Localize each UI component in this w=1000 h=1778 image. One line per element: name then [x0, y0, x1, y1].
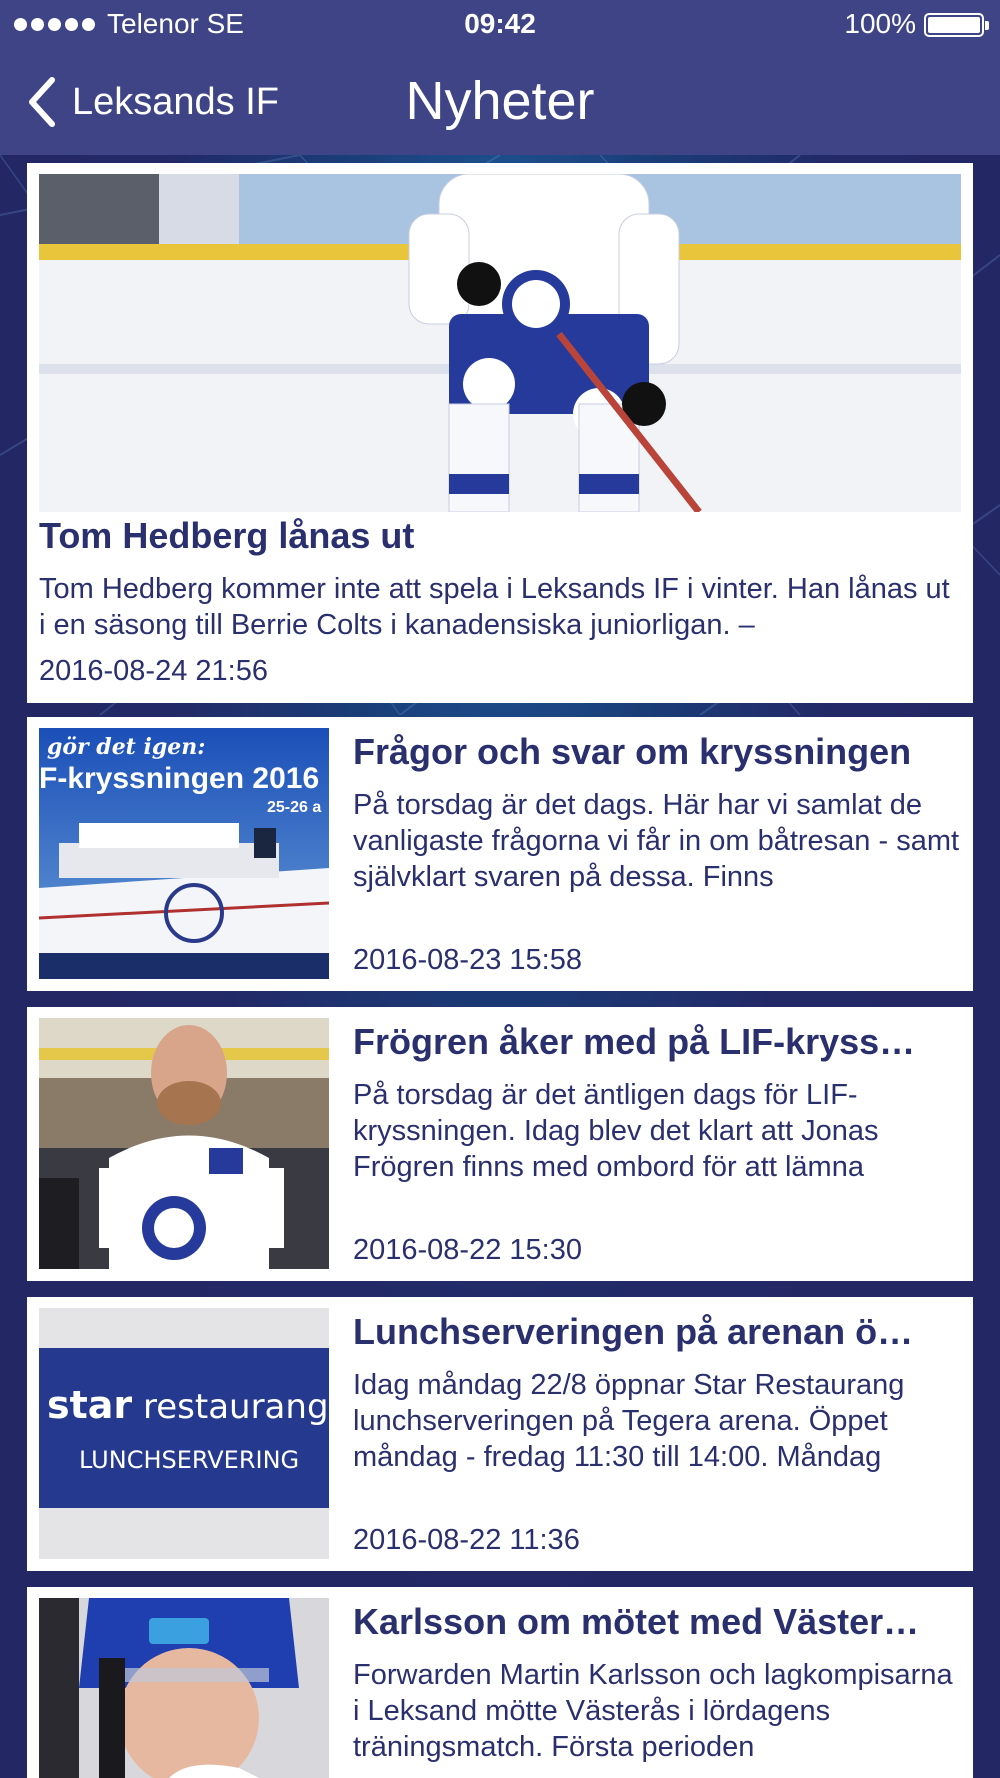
navigation-bar: [0, 50, 1000, 155]
sign-lunchservering-text: LUNCHSERVERING: [79, 1446, 300, 1474]
sign-restaurang-text: restaurang: [143, 1387, 329, 1427]
featured-news-card[interactable]: [27, 163, 973, 703]
featured-news-title: Tom Hedberg lånas ut: [39, 515, 415, 556]
news-item-title: Karlsson om mötet med Väster…: [353, 1601, 920, 1642]
status-bar: [0, 0, 1000, 50]
news-item-excerpt: Forwarden Martin Karlsson och lagkompisarna i Leksand mötte Västerås i lördagens träningsmatch. Första perioden: [353, 1659, 953, 1763]
news-item-date: 2016-08-23 15:58: [353, 944, 582, 976]
news-item-excerpt: På torsdag är det dags. Här har vi samlat de vanligaste frågorna vi får in om båtresan - samt självklart svaren på dessa. Finns: [353, 789, 960, 893]
news-item[interactable]: [27, 1007, 973, 1281]
news-item-date: 2016-08-22 15:30: [353, 1234, 582, 1266]
thumb-caption-line2: F-kryssningen 2016: [39, 762, 320, 795]
news-item-title: Frågor och svar om kryssningen: [353, 731, 912, 772]
news-item[interactable]: [27, 1297, 973, 1571]
news-item[interactable]: [27, 1587, 973, 1778]
cruise-ship-thumbnail: [39, 728, 329, 979]
news-item-title: Frögren åker med på LIF-kryss…: [353, 1021, 916, 1062]
hockey-player-image: [39, 174, 961, 512]
thumb-caption-line3: 25-26 a: [267, 799, 322, 816]
status-time: 09:42: [464, 8, 536, 39]
battery-icon: [924, 13, 984, 37]
player-helmet-thumbnail: [39, 1598, 329, 1778]
page-title: Nyheter: [405, 71, 595, 131]
news-item-date: 2016-08-22 11:36: [353, 1524, 580, 1556]
news-item-title: Lunchserveringen på arenan ö…: [353, 1311, 914, 1352]
featured-news-date: 2016-08-24 21:56: [39, 655, 268, 687]
back-button-label: Leksands IF: [72, 80, 279, 123]
player-portrait-thumbnail: [39, 1018, 329, 1269]
star-restaurang-sign-thumbnail: [39, 1308, 329, 1559]
sign-star-text: star: [47, 1383, 133, 1427]
news-item-excerpt: På torsdag är det äntligen dags för LIF-kryssningen. Idag blev det klart att Jonas Frögren finns med ombord för att lämna: [353, 1079, 879, 1183]
news-item[interactable]: [27, 717, 973, 991]
carrier-name: Telenor SE: [107, 8, 244, 39]
thumb-caption-line1: gör det igen:: [47, 734, 206, 760]
news-item-excerpt: Idag måndag 22/8 öppnar Star Restaurang lunchserveringen på Tegera arena. Öppet måndag - fredag 11:30 till 14:00. Måndag: [353, 1369, 905, 1473]
battery-percentage: 100%: [844, 8, 916, 39]
featured-news-excerpt: Tom Hedberg kommer inte att spela i Leksands IF i vinter. Han lånas ut i en säsong till Berrie Colts i kanadensiska juniorligan. –: [39, 573, 950, 641]
